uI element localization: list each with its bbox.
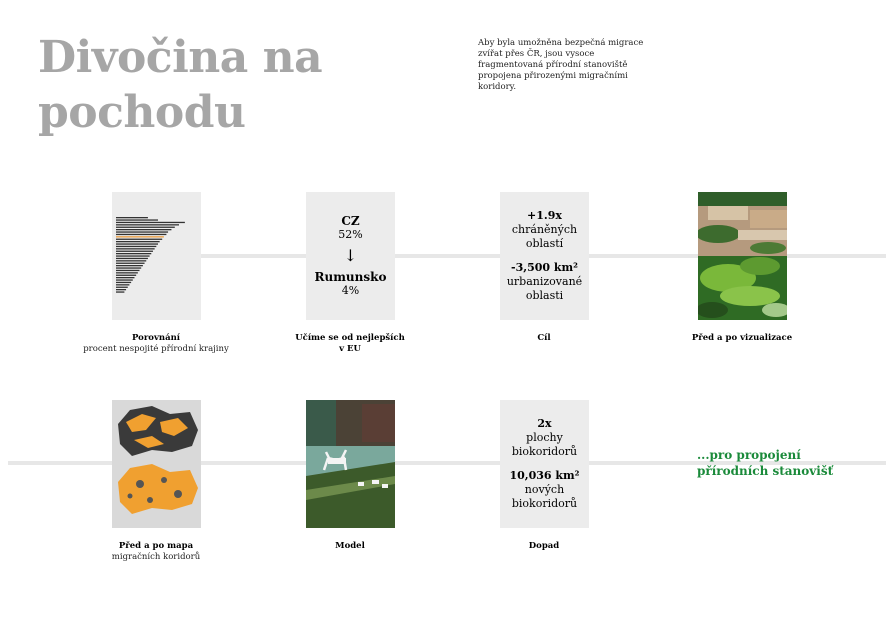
comparison-caption [81,333,231,355]
bar-7 [116,234,166,235]
bar-5 [116,229,171,230]
goal-caption [469,333,619,344]
bar-28 [116,284,129,285]
comparison-chart-card [112,192,201,320]
country-b-label: Rumunsko [314,270,387,284]
impact-stat1-value: 2x [537,417,552,430]
page-title: Divočina na pochodu [38,32,323,138]
bar-12 [116,246,156,247]
model-image [306,400,395,528]
bar-4 [116,227,175,228]
bar-6 [116,231,168,232]
impact-stat2-value: 10,036 km² [509,469,580,482]
bar-10 [116,241,160,242]
bar-21 [116,267,141,268]
bar-14 [116,251,153,252]
goal-stat2-value: -3,500 km² [511,261,578,274]
map-caption [81,541,231,563]
closing-statement: ...pro propojení přírodních stanovišť [697,448,834,478]
bar-9 [116,239,162,240]
impact-stat2-label: nových biokoridorů [511,483,578,510]
bar-2 [116,222,185,223]
corridor-map [112,400,201,528]
visualization-caption-title: Před a po vizualizace [691,333,793,343]
bar-0 [116,217,148,218]
bar-30 [116,289,126,290]
corridor-map-image [112,400,201,528]
bar-15 [116,253,151,254]
bar-19 [116,263,145,264]
bar-29 [116,287,128,288]
bar-24 [116,275,136,276]
map-caption-text: migračních koridorů [111,552,201,562]
impact-caption-title: Dopad [528,541,560,551]
impact-card [500,400,589,528]
bar-11 [116,243,158,244]
model-caption [275,541,425,552]
bar-26 [116,279,133,280]
goal-stat2-label: urbanizované oblasti [506,275,583,302]
bar-23 [116,272,138,273]
goal-card [500,192,589,320]
bar-3 [116,224,179,225]
bar-27 [116,282,131,283]
country-a-value: 52% [338,228,363,241]
bar-22 [116,270,140,271]
country-b-value: 4% [341,284,360,297]
impact-caption [469,541,619,552]
map-caption-title: Před a po mapa [118,541,194,551]
goal-stat1-value: +1.9x [527,209,562,222]
comparison-caption-title: Porovnání [131,333,181,343]
learn-card [306,192,395,320]
bar-31 [116,291,124,292]
bar-25 [116,277,134,278]
model-photo [306,400,395,528]
comparison-caption-text: procent nespojité přírodní krajiny [83,344,229,354]
landscape-visualization [698,192,787,320]
goal-caption-title: Cíl [537,333,551,343]
model-caption-title: Model [335,541,365,551]
goal-stat1-label: chráněných oblastí [511,223,578,250]
bar-1 [116,219,158,220]
impact-stat1-label: plochy biokoridorů [511,431,578,458]
visualization-caption [667,333,817,344]
learn-caption [275,333,425,355]
intro-text: Aby byla umožněna bezpečná migrace zvířat přes ČR, jsou vysoce fragmentovaná přírodní stanoviště propojena přirozenými migračními koridory. [478,38,644,92]
bar-16 [116,255,150,256]
comparison-bar-chart [112,192,201,320]
learn-caption-title: Učíme se od nejlepších v EU [295,333,405,354]
before-after-visualization-image [698,192,787,320]
bar-8 [116,236,164,237]
down-arrow-icon: ↓ [343,246,358,265]
country-a-label: CZ [341,214,360,228]
bar-17 [116,258,148,259]
bar-18 [116,260,146,261]
bar-20 [116,265,143,266]
bar-13 [116,248,155,249]
